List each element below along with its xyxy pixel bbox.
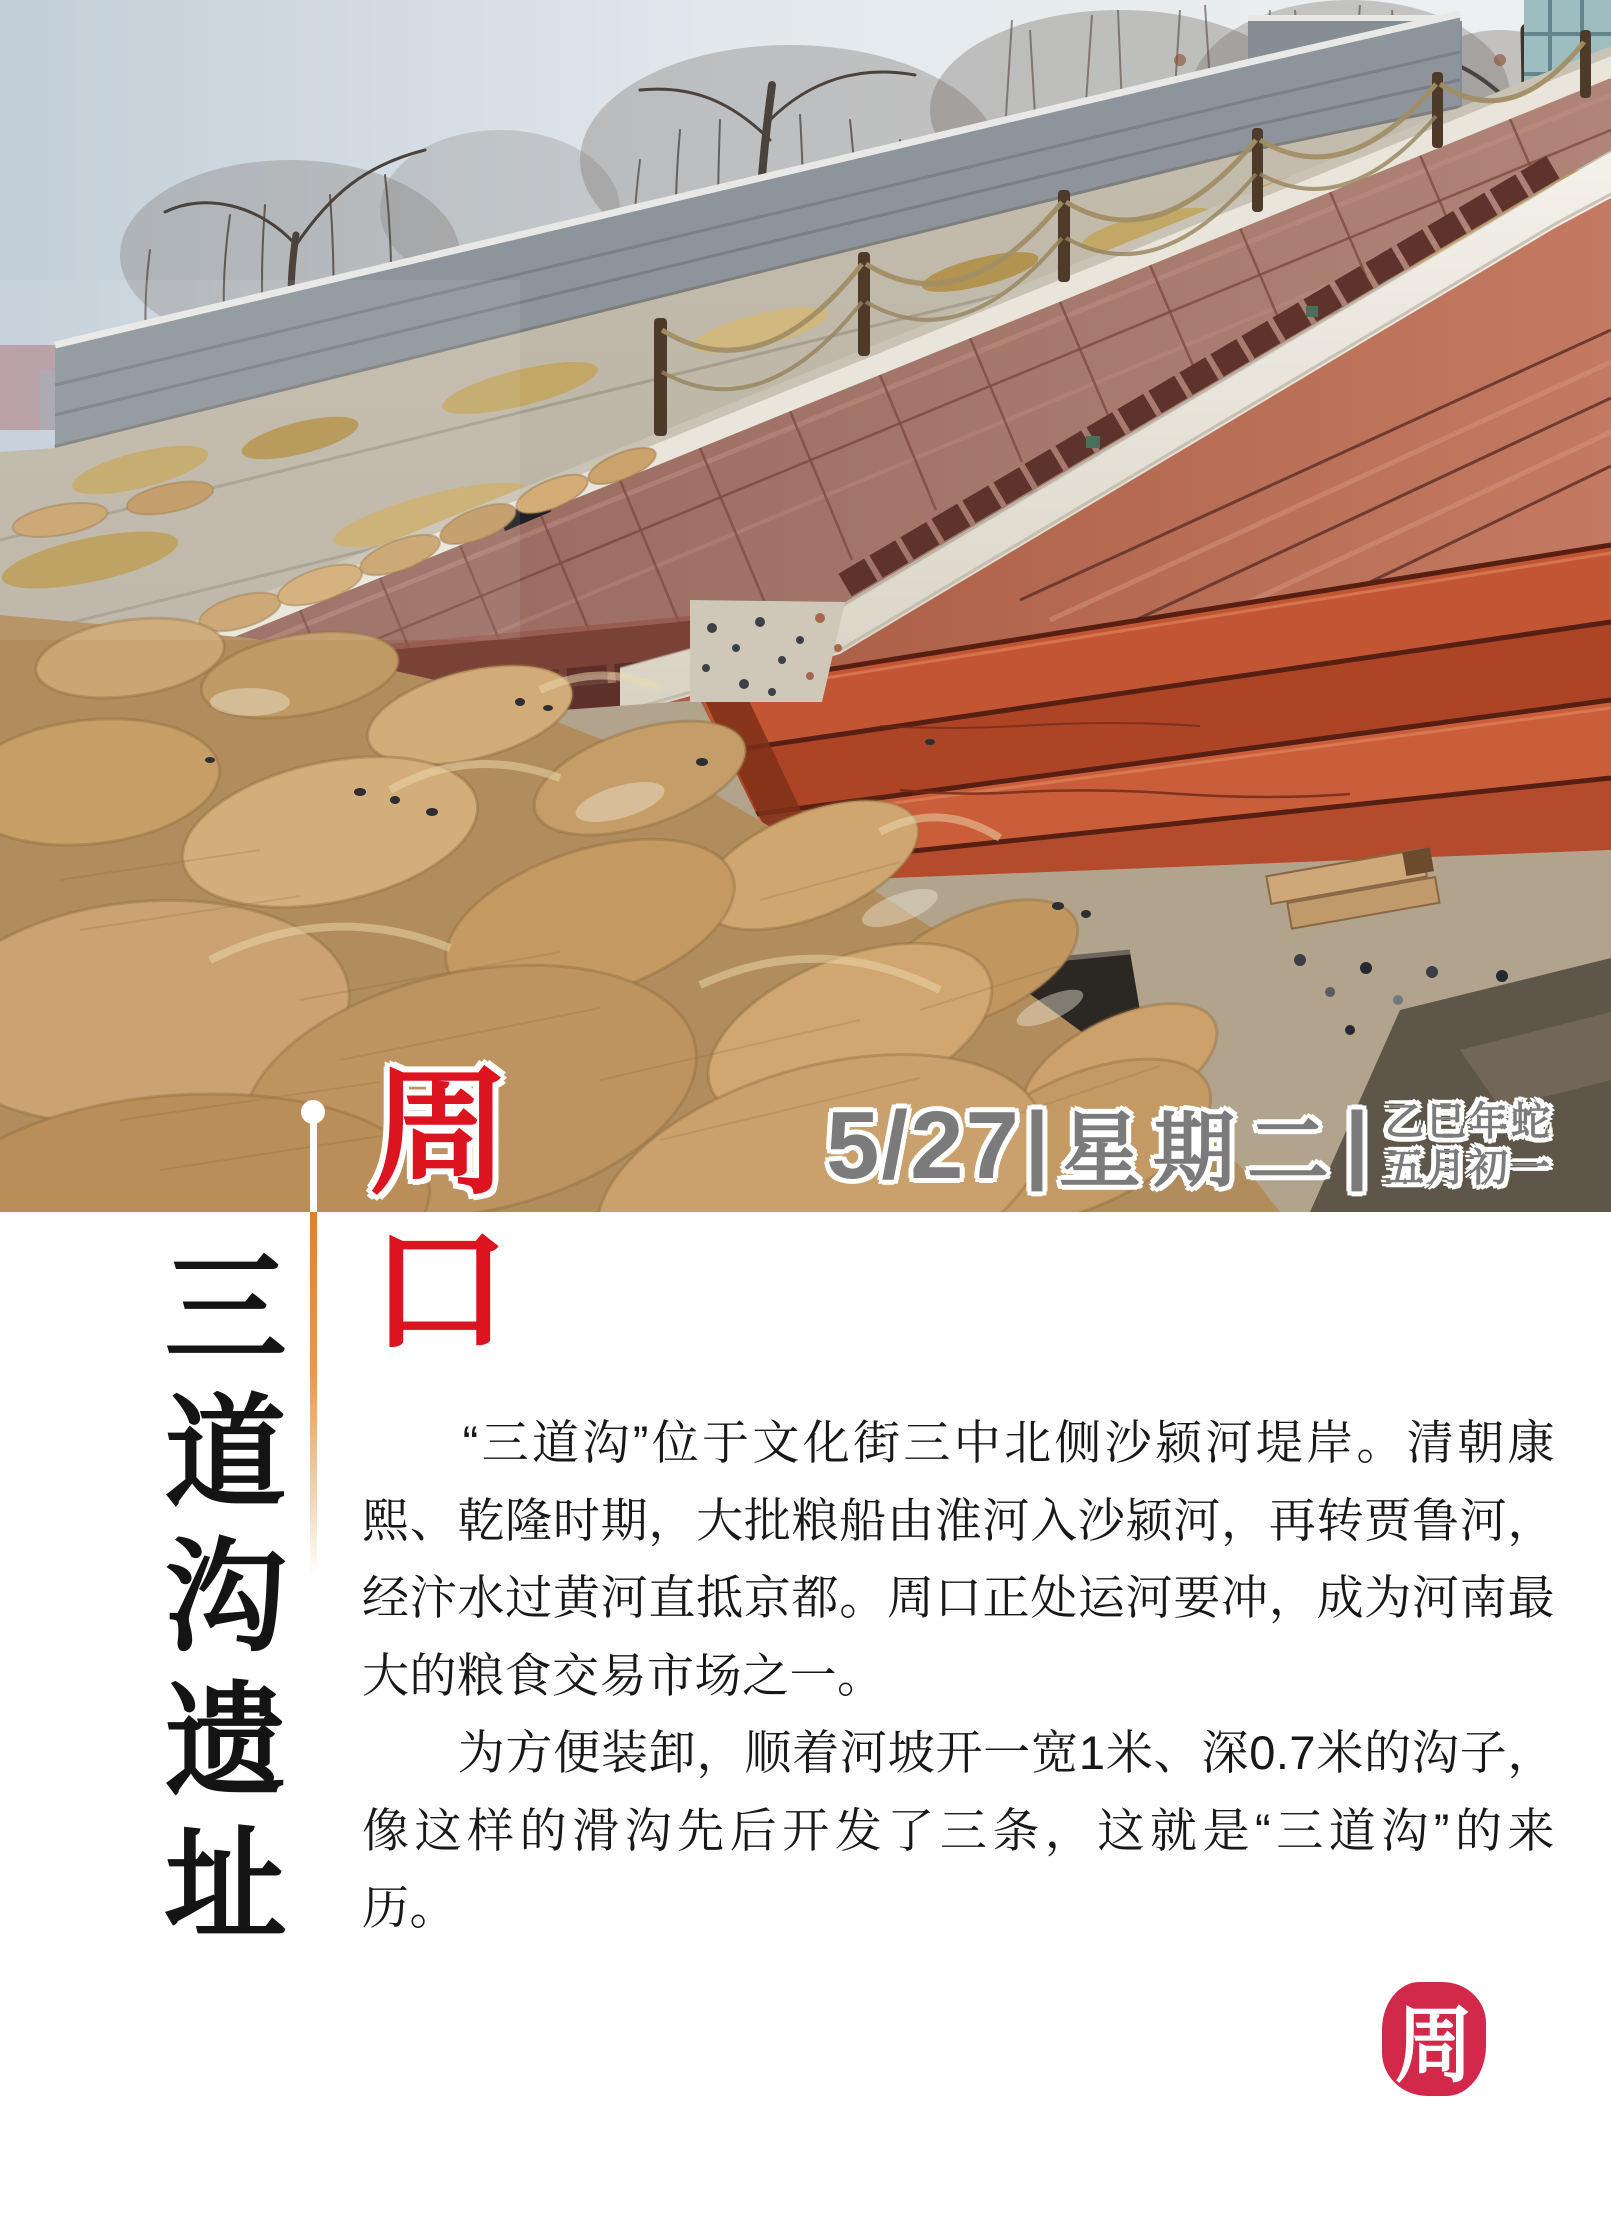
- seal-stamp: [1382, 1982, 1486, 2096]
- lunar-day: 五月初一: [1384, 1147, 1553, 1190]
- date-banner: [826, 1086, 1553, 1206]
- site-title-vertical: 三道沟遗址: [144, 1244, 288, 1964]
- lunar-year: 乙巳年蛇: [1384, 1100, 1553, 1144]
- date-number: 5/27: [826, 1092, 1021, 1199]
- timeline-line-white: [310, 1112, 317, 1212]
- date-separator-1: |: [1024, 1094, 1049, 1191]
- article-line: 经汴水过黄河直抵京都。周口正处运河要冲，成为河南最: [362, 1571, 1555, 1624]
- article-line: “三道沟”位于文化街三中北侧沙颍河堤岸。清朝康: [362, 1416, 1555, 1469]
- timeline-line-orange: [310, 1212, 317, 1574]
- seal-character: 周: [1394, 1996, 1473, 2096]
- article-line: 熙、乾隆时期，大批粮船由淮河入沙颍河，再转贾鲁河，: [362, 1493, 1555, 1547]
- article-line: 大的粮食交易市场之一。: [362, 1648, 885, 1702]
- article-line: 为方便装卸，顺着河坡开一宽1米、深0.7米的沟子，: [362, 1726, 1555, 1779]
- date-lunar-column: [1385, 1100, 1553, 1192]
- article-line: 历。: [362, 1881, 457, 1934]
- date-separator-2: |: [1344, 1094, 1369, 1191]
- article-body: [362, 1404, 1555, 1947]
- article-line: 像这样的滑沟先后开发了三条，这就是“三道沟”的来: [362, 1803, 1555, 1857]
- city-title-vertical: 周口: [346, 1058, 510, 1374]
- date-weekday: 星期二: [1058, 1105, 1341, 1197]
